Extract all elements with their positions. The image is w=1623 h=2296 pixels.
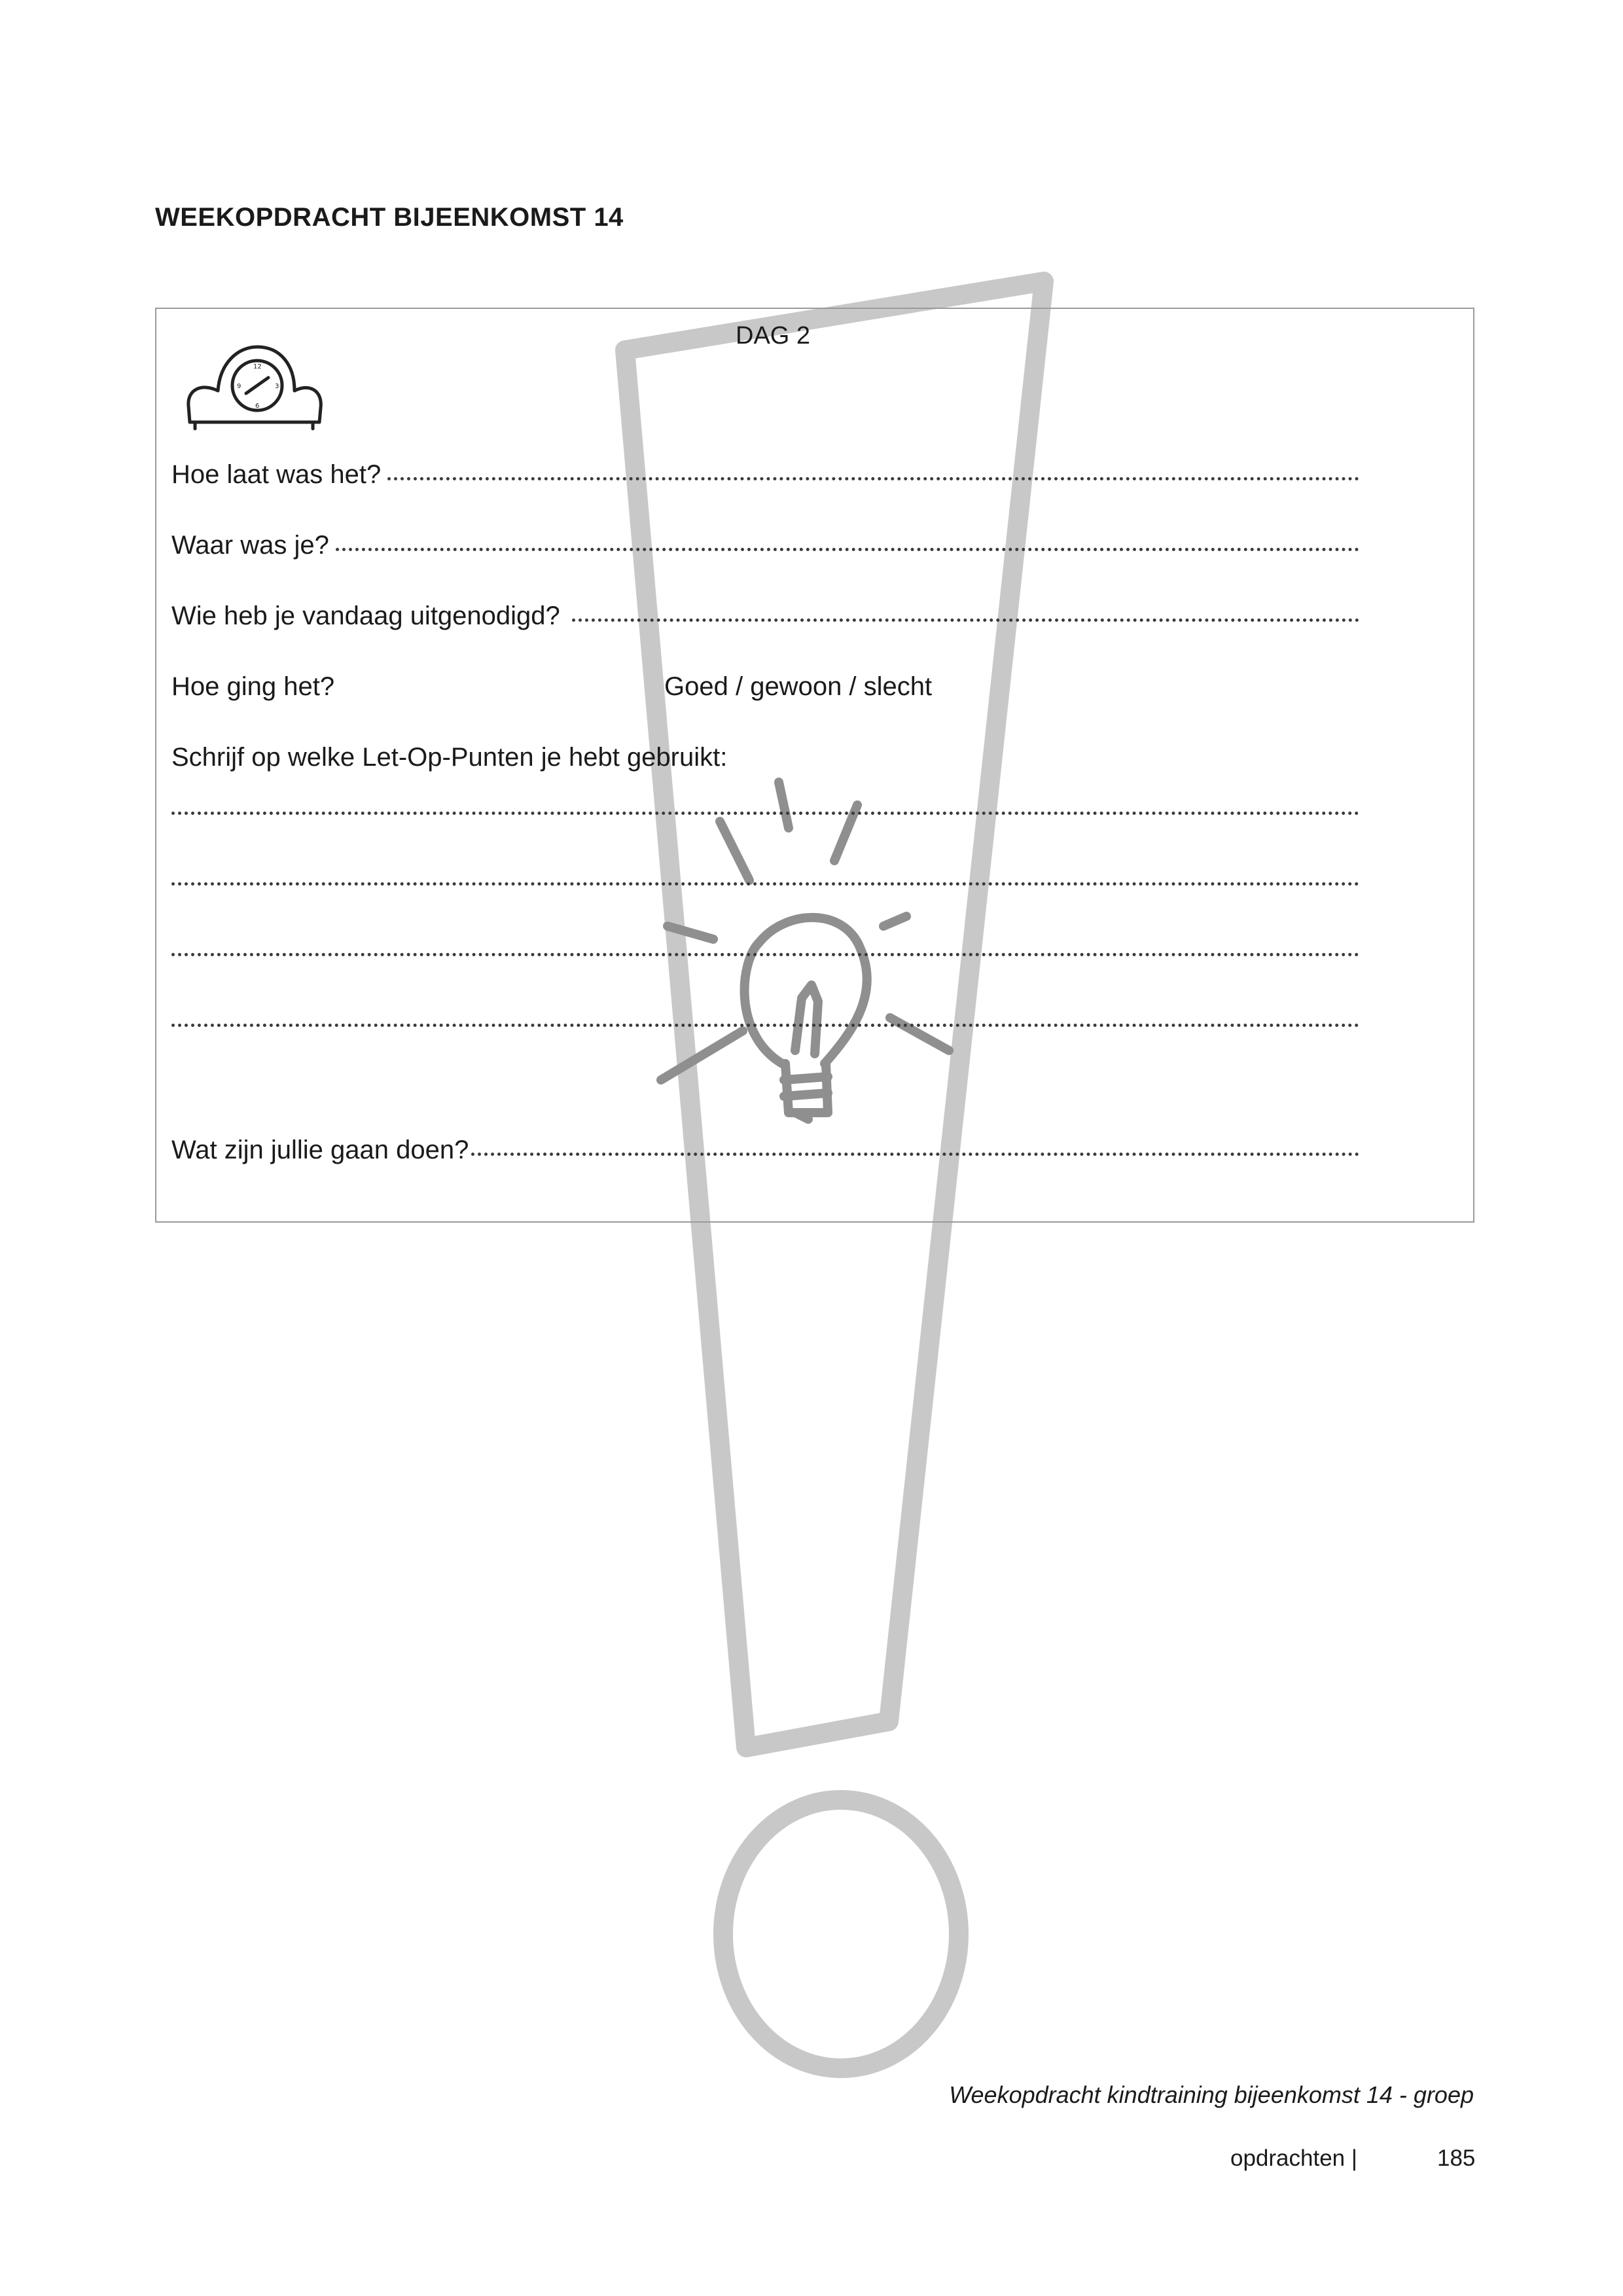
plans-question-row — [171, 1136, 1359, 1165]
invited-question-label: Wie heb je vandaag uitgenodigd? — [171, 601, 560, 630]
points-answer-line — [171, 952, 1359, 956]
points-answer-row-2 — [171, 884, 1359, 914]
svg-text:6: 6 — [255, 403, 260, 410]
svg-text:9: 9 — [237, 383, 241, 390]
points-answer-row-1 — [171, 814, 1359, 844]
plans-answer-line — [471, 1152, 1359, 1156]
where-question-row — [171, 531, 1359, 560]
where-question-label: Waar was je? — [171, 531, 329, 560]
mantel-clock-icon — [182, 337, 326, 435]
points-answer-line — [171, 882, 1359, 886]
page-number: 185 — [1437, 2145, 1476, 2171]
time-question-label: Hoe laat was het? — [171, 460, 382, 489]
points-question-label: Schrijf op welke Let-Op-Punten je hebt gebruikt: — [171, 743, 728, 772]
points-answer-line — [171, 1023, 1359, 1027]
footer-caption: Weekopdracht kindtraining bijeenkomst 14 - groep — [949, 2081, 1474, 2108]
day-label: DAG 2 — [736, 322, 811, 350]
invited-answer-line — [572, 618, 1359, 622]
how-question-label: Hoe ging het? — [171, 672, 335, 701]
time-question-row — [171, 460, 1359, 490]
svg-text:12: 12 — [253, 363, 262, 370]
points-answer-row-3 — [171, 955, 1359, 985]
points-answer-line — [171, 811, 1359, 815]
time-answer-line — [387, 476, 1359, 480]
footer-section-label: opdrachten | — [1230, 2145, 1357, 2171]
invited-question-row — [171, 601, 1359, 631]
how-answer-options: Goed / gewoon / slecht — [664, 672, 933, 701]
plans-question-label: Wat zijn jullie gaan doen? — [171, 1136, 469, 1164]
page-title: WEEKOPDRACHT BIJEENKOMST 14 — [155, 203, 624, 232]
points-answer-row-4 — [171, 1026, 1359, 1056]
where-answer-line — [336, 547, 1359, 551]
svg-text:3: 3 — [275, 383, 279, 390]
